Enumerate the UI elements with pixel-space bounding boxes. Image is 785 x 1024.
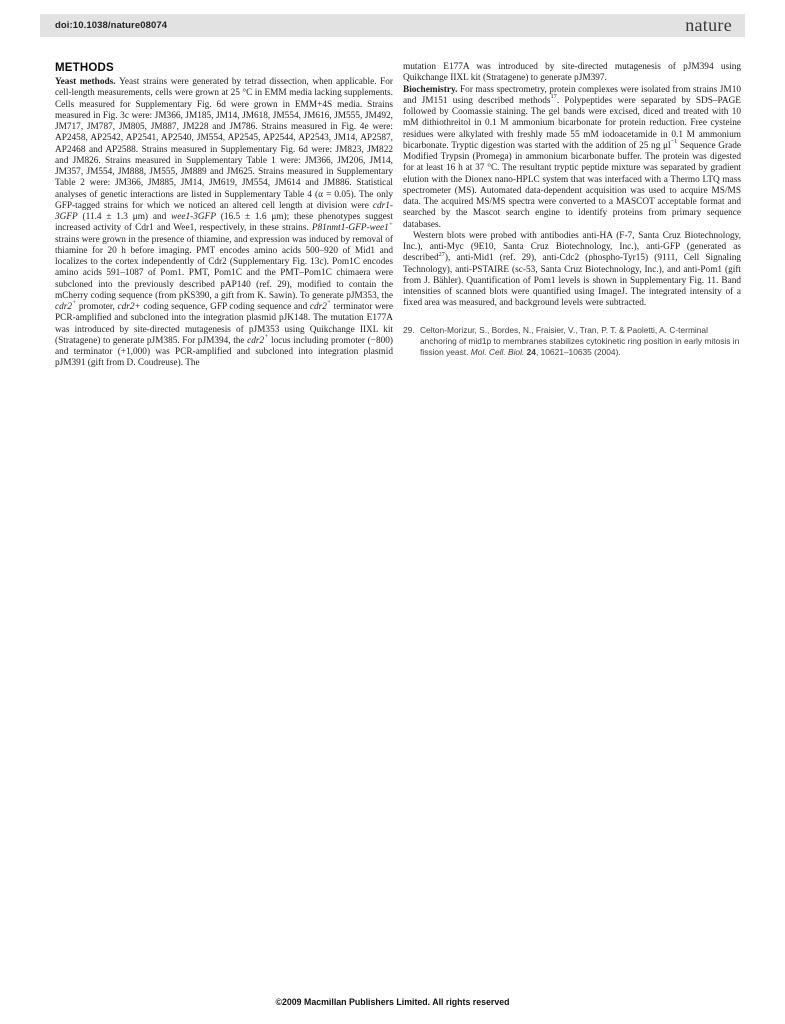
text-segment: cdr1-3GFP [55,200,393,222]
right-column [403,62,741,370]
paragraph [403,85,741,231]
text-segment: 24 [526,346,536,357]
copyright-footer: ©2009 Macmillan Publishers Limited. All rights reserved [275,997,510,1007]
page-content [55,62,742,370]
text-segment: cdr2 [309,302,327,312]
left-column-paragraphs [55,77,393,370]
text-segment: Mol. Cell. Biol. [470,346,525,357]
text-segment: + [388,220,393,228]
text-segment: . Polypeptides were separated by SDS–PAGE followed by Coomassie staining. The gel bands were excised, diced and treated with 10 mM dithiothreitol in 0.1 M ammonium bicarbonate for protein reduction. Free cysteine residues were alkylated with freshly made 55 mM iodoacetamide in 0.1 M ammonium bicarbonate. Tryptic digestion was started with the addition of 25 ng μl [403,95,741,151]
text-segment: wee1-3GFP [171,212,216,222]
text-segment: (16.5 ± 1.6 μm); these phenotypes suggest increased activity of Cdr1 and Wee1, respectively, in these strains. [55,212,393,234]
nature-logo: nature [685,14,732,35]
text-segment: Yeast methods. [55,77,120,87]
methods-heading: METHODS [55,62,114,74]
text-segment: cdr2+ [117,302,141,312]
text-segment: strains were grown in the presence of thiamine, and expression was induced by removal of thiamine for 20 h before imaging. PMT encodes amino acids 500–920 of Mid1 and localizes to the cortex independently of Cdr2 (Supplementary Fig. 13c). Pom1C encodes amino acids 591–1087 of Pom1. PMT, Pom1C and the PMT–Pom1C chimaera were subcloned into the previously described pAP140 (ref. 29), modified to contain the mCherry coding sequence (from pKS390, a gift from K. Sawin). To generate pJM353, the [55,234,393,301]
text-segment: Western blots were probed with antibodies anti-HA (F-7, Santa Cruz Biotechnology, Inc.), anti-Myc (9E10, Santa Cruz Biotechnology, Inc.), anti-GFP (generated as described [403,230,741,264]
text-segment: cdr2 [247,335,265,346]
text-segment: Celton-Morizur, S., Bordes, N., Fraisier, V., Tran, P. T. & Paoletti, A. C-terminal anchoring of mid1p to membranes stabilizes cytokinetic ring position in early mitosis in fission yeast. [420,324,740,357]
text-segment: Biochemistry. [403,84,460,95]
paragraph [403,231,741,310]
text-segment: −1 [670,138,678,146]
text-segment: 17 [550,93,557,101]
text-segment: 27 [438,250,445,258]
text-segment: cdr2 [55,302,73,312]
text-segment: locus including promoter (−800) and terminator (+1,000) was PCR-amplified and subcloned into integration plasmid pJM391 (gift from D. Coudreuse). The [55,335,393,369]
text-segment: Yeast strains were generated by tetrad dissection, when applicable. For cell-length measurements, cells were grown at 25 °C in EMM media lacking supplements. Cells measured for Supplementary Fig. 6d were grown in EMM+4S media. Strains measured in Fig. 3c were: JM366, JM185, JM14, JM618, JM554, JM616, JM555, JM492, JM717, JM787, JM805, JM887, JM228 and JM786. Strains measured in Fig. 4e were: AP2458, AP2542, AP2541, AP2540, JM554, AP2545, AP2544, AP2543, JM14, AP2587, AP2468 and AP2588. Strains measured in Supplementary Fig. 6d were: JM823, JM822 and JM826. Strains measured in Supplementary Table 1 were: JM366, JM206, JM14, JM357, JM554, JM888, JM555, JM889 and JM625. Strains measured in Supplementary Table 2 were: JM366, JM885, JM14, JM619, JM554, JM614 and JM886. Statistical analyses of genetic interactions are listed in Supplementary Table 4 (α = 0.05). The only GFP-tagged strains for which we noticed an altered cell length at division were [55,77,393,211]
text-segment: For mass spectrometry, protein complexes were isolated from strains JM10 and JM151 using described methods [403,84,741,106]
header-bar [40,14,745,37]
text-segment: + [72,299,77,307]
text-segment: Sequence Grade Modified Trypsin (Promega) in ammonium bicarbonate buffer. The protein was digested for at least 16 h at 37 °C. The resultant tryptic peptide mixture was separated by gradient elution with the Dionex nano-HPLC system that was interfaced with a Thermo LTQ mass spectrometer (MS). Automated data-dependent acquisition was used to acquire MS/MS data. The acquired MS/MS spectra were converted to a MASCOT acceptable format and searched by the Mascot search engine to identify proteins from primary sequence databases. [403,140,742,230]
paragraph [55,77,393,370]
text-segment: promoter, [76,302,118,312]
doi-label: doi:10.1038/nature08074 [55,20,168,31]
text-segment: + [326,299,332,307]
text-segment: + [264,333,269,341]
reference-text [420,325,741,358]
right-column-paragraphs [403,62,741,310]
text-segment: coding sequence, GFP coding sequence and [140,302,310,312]
paragraph [403,62,741,85]
text-segment: mutation E177A was introduced by site-directed mutagenesis of pJM394 using Quikchange IIXL kit (Stratagene) to generate pJM397. [403,62,741,84]
reference-number: 29. [403,324,415,335]
text-segment: P81nmt1-GFP-wee1 [311,223,389,234]
text-segment: , 10621–10635 (2004). [535,346,621,357]
text-segment: ), anti-Mid1 (ref. 29), anti-Cdc2 (phospho-Tyr15) (9111, Cell Signaling Technology), anti-PSTAIRE (sc-53, Santa Cruz Biotechnology, Inc.), and anti-Pom1 (gift from J. Bähler). Quantification of Pom1 levels is shown in Supplementary Fig. 11. Band intensities of scanned blots were quantified using ImageJ. The integrated intensity of a fixed area was measured, and background levels were subtracted. [403,253,741,309]
text-segment: terminator were PCR-amplified and subcloned into the integration plasmid pJK148. The mutation E177A was introduced by site-directed mutagenesis of pJM353 using Quikchange IIXL kit (Stratagene) to generate pJM385. For pJM394, the [55,302,393,346]
reference-item [403,325,741,358]
text-segment: (11.4 ± 1.3 μm) and [77,212,172,222]
left-column [55,62,393,370]
